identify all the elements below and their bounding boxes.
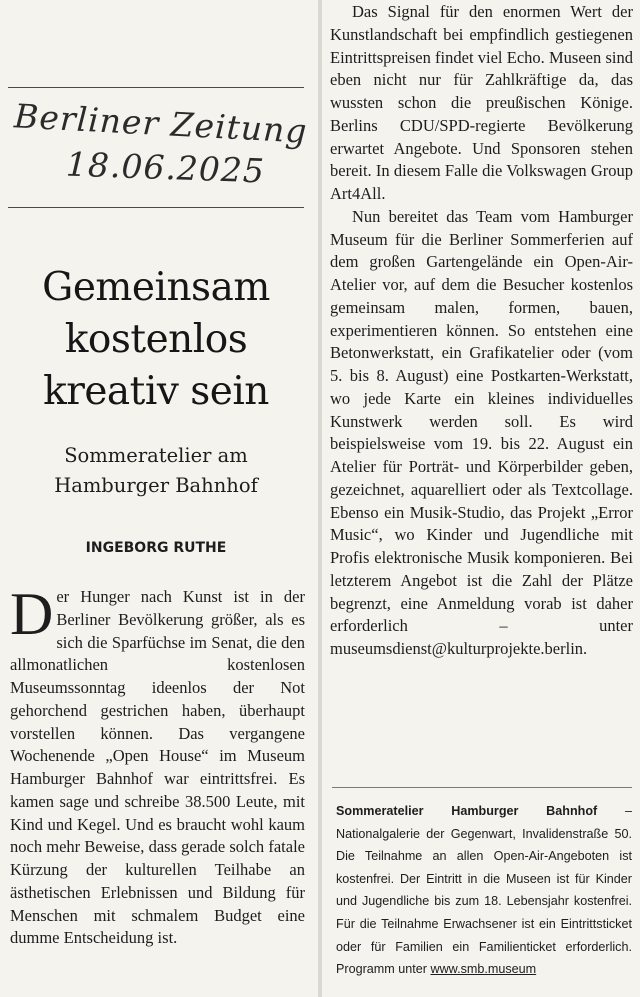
article-subheadline — [0, 441, 312, 501]
column-2-paragraph-1: Das Signal für den enormen Wert der Kunstlandschaft bei empfindlich gestiegenen Eintrittspreisen findet viel Echo. Museen sind eben nicht nur für Zahlkräftige da, das wussten schon die preußischen Könige. Berlins CDU/SPD-regierte Bevölkerung erwartet Angebote. Und Sponsoren stehen bereit. In diesem Falle die Volkswagen Group Art4All. — [330, 2, 633, 203]
handwritten-date: 18.06.2025 — [65, 144, 266, 191]
headline-line-3: kreativ sein — [43, 369, 269, 414]
drop-cap: D — [10, 581, 54, 647]
article-body-column-2 — [330, 1, 633, 661]
infobox-link[interactable]: www.smb.museum — [430, 962, 537, 977]
headline-line-2: kostenlos — [64, 317, 248, 362]
subheadline-line-2: Hamburger Bahnhof — [54, 474, 258, 497]
column-1-text: er Hunger nach Kunst ist in der Berliner Bevölkerung größer, als es sich die Sparfüchse im Senat, die den allmonatlichen kostenlosen Museumssonntag ideenlos der Not gehorchend gestrichen haben, überhaupt vorstellen können. Das vergangene Wochenende „Open House“ im Museum Hamburger Bahnhof war eintrittsfrei. Es kamen sage und schreibe 38.500 Leute, mit Kind und Kegel. Und es braucht wohl kaum noch mehr Beweise, dass gerade solch fatale Kürzung der kulturellen Teilhabe an ästhetischen Erlebnissen und Bildung für Menschen mit schmalem Budget eine dumme Entscheidung ist. — [10, 587, 305, 948]
article-body-column-1 — [10, 581, 305, 950]
top-rule — [8, 87, 304, 88]
headline-line-1: Gemeinsam — [42, 265, 270, 310]
author-byline: INGEBORG RUTHE — [85, 540, 227, 556]
infobox-title: Sommeratelier Hamburger Bahnhof — [336, 804, 598, 818]
infobox-text: – Nationalgalerie der Gegenwart, Invalidenstraße 50. Die Teilnahme an allen Open-Air-Angeboten ist kostenfrei. Der Eintritt in die Museen ist für Kinder und Jugendliche bis zum 18. Lebensjahr kostenfrei. Für die Teilnahme Erwachsener ist ein Eintrittsticket oder für Familien ein Familienticket erforderlich. Programm unter — [336, 804, 632, 977]
subheadline-line-1: Sommeratelier am — [64, 444, 248, 467]
infobox-rule — [332, 787, 632, 788]
handwritten-publication: Berliner Zeitung — [13, 96, 309, 151]
info-box — [336, 800, 632, 981]
article-headline — [0, 262, 312, 418]
column-2-paragraph-2: Nun bereitet das Team vom Hamburger Museum für die Berliner Sommerferien auf dem großen Gartengelände ein Open-Air-Atelier vor, auf dem die Besucher kostenlos gemeinsam malen, formen, bauen, experimentieren können. So entstehen eine Betonwerkstatt, ein Grafikatelier oder (vom 5. bis 8. August) eine Postkarten-Werkstatt, wo jede Karte ein kleines individuelles Kunstwerk werden soll. Es wird beispielsweise vom 19. bis 22. August ein Atelier für Porträt- und Körperbilder geben, gezeichnet, aquarelliert oder als Textcollage. Ebenso ein Musik-Studio, das Projekt „Error Music“, wo Kinder und Jugendliche mit Profis elektronische Musik komponieren. Bei letzterem Angebot ist die Zahl der Plätze begrenzt, eine Anmeldung vorab ist daher erforderlich – unter museumsdienst@kulturprojekte.berlin. — [330, 206, 633, 658]
bottom-rule — [8, 207, 304, 208]
